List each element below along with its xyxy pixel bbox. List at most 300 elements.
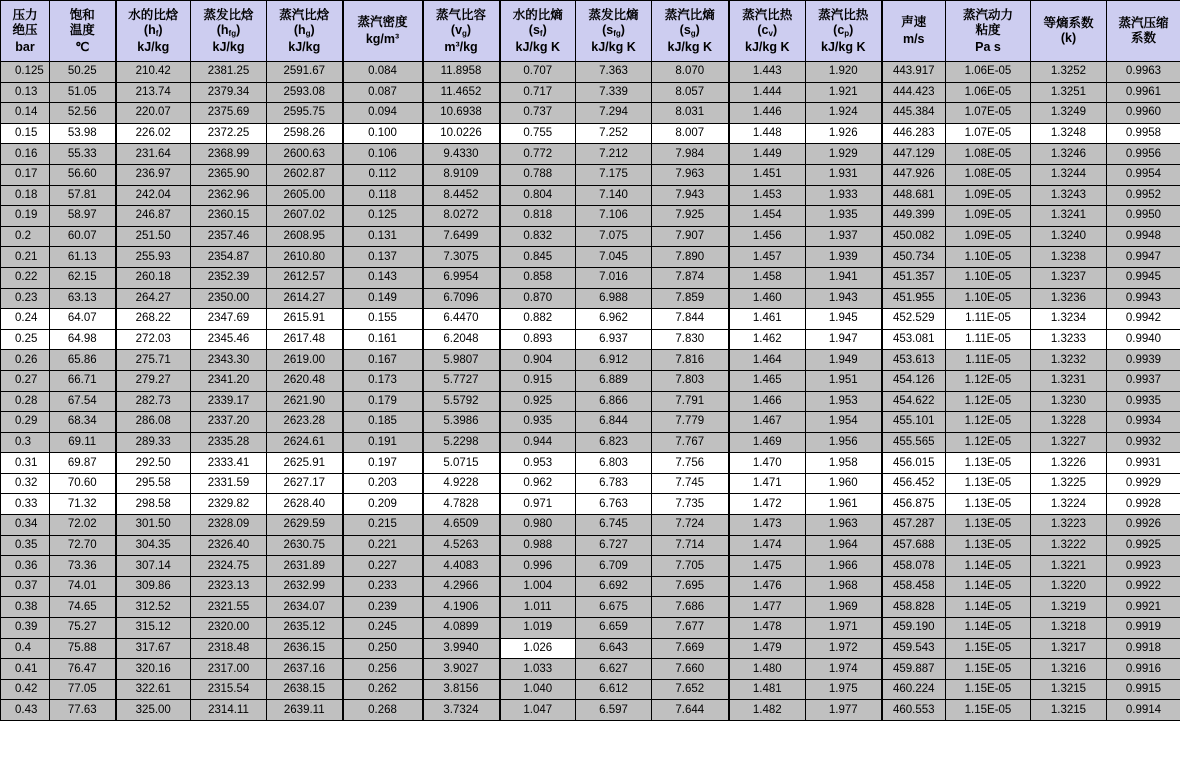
cell-z: 0.9919 [1107, 618, 1180, 639]
cell-sg: 7.779 [652, 412, 729, 433]
cell-vg: 11.8958 [423, 62, 500, 83]
cell-mu: 1.10E-05 [946, 267, 1031, 288]
cell-cv: 1.469 [729, 432, 806, 453]
cell-sg: 7.890 [652, 247, 729, 268]
table-row [1, 370, 1180, 391]
cell-c: 455.565 [882, 432, 946, 453]
cell-c: 450.082 [882, 226, 946, 247]
cell-cv: 1.454 [729, 206, 806, 227]
cell-z: 0.9914 [1107, 700, 1180, 721]
cell-vg: 6.9954 [423, 267, 500, 288]
cell-k: 1.3220 [1031, 576, 1107, 597]
cell-sf: 1.026 [500, 638, 576, 659]
cell-hg: 2615.91 [267, 309, 343, 330]
column-header-z [1107, 1, 1180, 62]
cell-t: 66.71 [50, 370, 116, 391]
cell-sg: 7.907 [652, 226, 729, 247]
cell-sfg: 7.140 [576, 185, 652, 206]
cell-cp: 1.924 [806, 103, 882, 124]
cell-hg: 2591.67 [267, 62, 343, 83]
cell-hg: 2605.00 [267, 185, 343, 206]
cell-p: 0.14 [1, 103, 50, 124]
cell-sg: 7.660 [652, 659, 729, 680]
column-title: 蒸汽比焓 [279, 7, 330, 22]
cell-z: 0.9922 [1107, 576, 1180, 597]
cell-rho: 0.161 [343, 329, 423, 350]
cell-t: 75.88 [50, 638, 116, 659]
cell-mu: 1.09E-05 [946, 185, 1031, 206]
cell-hfg: 2347.69 [191, 309, 267, 330]
cell-hf: 231.64 [116, 144, 191, 165]
cell-sfg: 7.016 [576, 267, 652, 288]
cell-mu: 1.15E-05 [946, 679, 1031, 700]
cell-sg: 7.735 [652, 494, 729, 515]
cell-rho: 0.256 [343, 659, 423, 680]
cell-rho: 0.185 [343, 412, 423, 433]
cell-k: 1.3221 [1031, 556, 1107, 577]
table-row [1, 618, 1180, 639]
cell-sfg: 6.643 [576, 638, 652, 659]
cell-hf: 317.67 [116, 638, 191, 659]
column-header-sfg [576, 1, 652, 62]
cell-rho: 0.112 [343, 164, 423, 185]
column-unit: ℃ [75, 39, 90, 54]
cell-sfg: 6.937 [576, 329, 652, 350]
column-title: 水的比焓 [128, 7, 179, 22]
cell-sf: 1.019 [500, 618, 576, 639]
cell-vg: 4.7828 [423, 494, 500, 515]
cell-mu: 1.13E-05 [946, 473, 1031, 494]
cell-t: 76.47 [50, 659, 116, 680]
cell-mu: 1.07E-05 [946, 103, 1031, 124]
cell-sfg: 6.866 [576, 391, 652, 412]
table-row [1, 144, 1180, 165]
cell-sfg: 6.962 [576, 309, 652, 330]
cell-p: 0.125 [1, 62, 50, 83]
cell-z: 0.9952 [1107, 185, 1180, 206]
cell-t: 64.07 [50, 309, 116, 330]
table-row [1, 432, 1180, 453]
cell-hfg: 2328.09 [191, 515, 267, 536]
cell-sg: 8.070 [652, 62, 729, 83]
table-row [1, 556, 1180, 577]
cell-hf: 268.22 [116, 309, 191, 330]
cell-k: 1.3243 [1031, 185, 1107, 206]
cell-k: 1.3244 [1031, 164, 1107, 185]
cell-rho: 0.191 [343, 432, 423, 453]
cell-sfg: 6.844 [576, 412, 652, 433]
cell-p: 0.39 [1, 618, 50, 639]
cell-rho: 0.221 [343, 535, 423, 556]
cell-cv: 1.446 [729, 103, 806, 124]
column-header-cv [729, 1, 806, 62]
column-unit: Pa s [975, 39, 1001, 54]
cell-hfg: 2333.41 [191, 453, 267, 474]
cell-rho: 0.197 [343, 453, 423, 474]
cell-sg: 7.677 [652, 618, 729, 639]
cell-hf: 255.93 [116, 247, 191, 268]
cell-p: 0.27 [1, 370, 50, 391]
table-row [1, 123, 1180, 144]
cell-c: 460.553 [882, 700, 946, 721]
cell-sg: 7.714 [652, 535, 729, 556]
cell-p: 0.32 [1, 473, 50, 494]
cell-sfg: 6.988 [576, 288, 652, 309]
cell-hfg: 2321.55 [191, 597, 267, 618]
column-unit: kJ/kg [288, 39, 321, 54]
cell-sfg: 7.363 [576, 62, 652, 83]
cell-t: 69.11 [50, 432, 116, 453]
cell-p: 0.15 [1, 123, 50, 144]
cell-hfg: 2360.15 [191, 206, 267, 227]
cell-c: 451.955 [882, 288, 946, 309]
cell-rho: 0.250 [343, 638, 423, 659]
cell-mu: 1.07E-05 [946, 123, 1031, 144]
cell-sfg: 6.823 [576, 432, 652, 453]
cell-sfg: 6.627 [576, 659, 652, 680]
cell-z: 0.9958 [1107, 123, 1180, 144]
cell-hg: 2624.61 [267, 432, 343, 453]
table-row [1, 679, 1180, 700]
cell-rho: 0.125 [343, 206, 423, 227]
column-header-sg [652, 1, 729, 62]
cell-p: 0.24 [1, 309, 50, 330]
cell-hg: 2619.00 [267, 350, 343, 371]
table-row [1, 329, 1180, 350]
column-unit: kJ/kg [212, 39, 245, 54]
cell-sf: 1.033 [500, 659, 576, 680]
cell-mu: 1.15E-05 [946, 700, 1031, 721]
cell-hg: 2636.15 [267, 638, 343, 659]
cell-cv: 1.481 [729, 679, 806, 700]
cell-cp: 1.966 [806, 556, 882, 577]
cell-hfg: 2381.25 [191, 62, 267, 83]
cell-cp: 1.939 [806, 247, 882, 268]
cell-t: 74.65 [50, 597, 116, 618]
cell-vg: 3.9940 [423, 638, 500, 659]
cell-cv: 1.466 [729, 391, 806, 412]
cell-cp: 1.945 [806, 309, 882, 330]
cell-hg: 2608.95 [267, 226, 343, 247]
cell-rho: 0.203 [343, 473, 423, 494]
cell-hg: 2637.16 [267, 659, 343, 680]
cell-vg: 3.7324 [423, 700, 500, 721]
cell-hfg: 2354.87 [191, 247, 267, 268]
cell-hf: 275.71 [116, 350, 191, 371]
cell-t: 71.32 [50, 494, 116, 515]
column-title: 蒸汽密度 [357, 15, 408, 29]
cell-rho: 0.215 [343, 515, 423, 536]
cell-k: 1.3230 [1031, 391, 1107, 412]
cell-hfg: 2329.82 [191, 494, 267, 515]
table-row [1, 700, 1180, 721]
table-row [1, 103, 1180, 124]
cell-mu: 1.14E-05 [946, 618, 1031, 639]
cell-c: 458.458 [882, 576, 946, 597]
cell-hfg: 2317.00 [191, 659, 267, 680]
column-header-hfg [191, 1, 267, 62]
cell-hg: 2638.15 [267, 679, 343, 700]
cell-c: 456.875 [882, 494, 946, 515]
symbol-letter: h [148, 22, 156, 37]
cell-hfg: 2352.39 [191, 267, 267, 288]
cell-c: 452.529 [882, 309, 946, 330]
cell-cp: 1.920 [806, 62, 882, 83]
symbol-letter: s [683, 22, 691, 37]
cell-hfg: 2375.69 [191, 103, 267, 124]
cell-hg: 2612.57 [267, 267, 343, 288]
cell-cp: 1.931 [806, 164, 882, 185]
cell-k: 1.3234 [1031, 309, 1107, 330]
cell-p: 0.28 [1, 391, 50, 412]
cell-cp: 1.937 [806, 226, 882, 247]
symbol-subscript: f [539, 28, 543, 38]
cell-c: 458.828 [882, 597, 946, 618]
column-unit: kJ/kg K [667, 39, 712, 54]
symbol-subscript: fg [228, 28, 237, 38]
cell-z: 0.9937 [1107, 370, 1180, 391]
cell-sf: 0.988 [500, 535, 576, 556]
column-unit: m³/kg [444, 39, 478, 54]
cell-hfg: 2350.00 [191, 288, 267, 309]
cell-rho: 0.239 [343, 597, 423, 618]
cell-rho: 0.209 [343, 494, 423, 515]
cell-sf: 0.915 [500, 370, 576, 391]
cell-hg: 2629.59 [267, 515, 343, 536]
symbol-subscript: p [844, 28, 850, 38]
cell-vg: 8.0272 [423, 206, 500, 227]
table-row [1, 659, 1180, 680]
cell-hf: 307.14 [116, 556, 191, 577]
cell-sf: 1.011 [500, 597, 576, 618]
cell-sg: 7.767 [652, 432, 729, 453]
table-row [1, 350, 1180, 371]
cell-c: 447.129 [882, 144, 946, 165]
cell-rho: 0.245 [343, 618, 423, 639]
cell-t: 67.54 [50, 391, 116, 412]
cell-z: 0.9956 [1107, 144, 1180, 165]
cell-rho: 0.094 [343, 103, 423, 124]
cell-p: 0.35 [1, 535, 50, 556]
cell-z: 0.9929 [1107, 473, 1180, 494]
cell-rho: 0.233 [343, 576, 423, 597]
column-header-t [50, 1, 116, 62]
cell-sf: 0.845 [500, 247, 576, 268]
cell-cp: 1.949 [806, 350, 882, 371]
cell-k: 1.3216 [1031, 659, 1107, 680]
column-unit: kJ/kg K [515, 39, 560, 54]
cell-hg: 2595.75 [267, 103, 343, 124]
cell-cp: 1.933 [806, 185, 882, 206]
cell-k: 1.3248 [1031, 123, 1107, 144]
table-row [1, 391, 1180, 412]
cell-p: 0.41 [1, 659, 50, 680]
cell-rho: 0.179 [343, 391, 423, 412]
cell-sg: 7.984 [652, 144, 729, 165]
column-title: 蒸汽比熵 [664, 7, 715, 22]
cell-p: 0.16 [1, 144, 50, 165]
column-title: 饱和 [69, 7, 95, 22]
cell-t: 75.27 [50, 618, 116, 639]
cell-k: 1.3246 [1031, 144, 1107, 165]
cell-mu: 1.08E-05 [946, 144, 1031, 165]
cell-cv: 1.480 [729, 659, 806, 680]
cell-hf: 226.02 [116, 123, 191, 144]
column-unit: m/s [902, 32, 925, 46]
cell-hfg: 2341.20 [191, 370, 267, 391]
column-title: 蒸气比容 [435, 7, 486, 22]
cell-hfg: 2372.25 [191, 123, 267, 144]
cell-sfg: 7.106 [576, 206, 652, 227]
cell-hf: 251.50 [116, 226, 191, 247]
column-symbol: $(c_v)$ [757, 22, 778, 38]
cell-hfg: 2323.13 [191, 576, 267, 597]
cell-t: 64.98 [50, 329, 116, 350]
cell-hf: 220.07 [116, 103, 191, 124]
cell-p: 0.29 [1, 412, 50, 433]
cell-c: 459.190 [882, 618, 946, 639]
cell-z: 0.9921 [1107, 597, 1180, 618]
cell-sfg: 7.175 [576, 164, 652, 185]
cell-sg: 7.803 [652, 370, 729, 391]
cell-z: 0.9926 [1107, 515, 1180, 536]
cell-c: 454.126 [882, 370, 946, 391]
symbol-letter: s [532, 22, 540, 37]
cell-cv: 1.456 [729, 226, 806, 247]
cell-cv: 1.449 [729, 144, 806, 165]
cell-hg: 2600.63 [267, 144, 343, 165]
column-unit: kg/m³ [365, 32, 400, 46]
cell-mu: 1.14E-05 [946, 597, 1031, 618]
cell-p: 0.38 [1, 597, 50, 618]
cell-sfg: 6.612 [576, 679, 652, 700]
cell-z: 0.9934 [1107, 412, 1180, 433]
cell-t: 70.60 [50, 473, 116, 494]
symbol-subscript: g [305, 28, 311, 38]
cell-rho: 0.087 [343, 82, 423, 103]
cell-p: 0.3 [1, 432, 50, 453]
cell-cp: 1.954 [806, 412, 882, 433]
table-row [1, 412, 1180, 433]
cell-mu: 1.13E-05 [946, 515, 1031, 536]
cell-c: 450.734 [882, 247, 946, 268]
column-title: 蒸汽压缩 [1118, 16, 1169, 30]
cell-hf: 260.18 [116, 267, 191, 288]
column-symbol: $(s_{fg})$ [602, 22, 625, 38]
cell-sg: 7.669 [652, 638, 729, 659]
cell-hfg: 2335.28 [191, 432, 267, 453]
cell-c: 447.926 [882, 164, 946, 185]
cell-k: 1.3237 [1031, 267, 1107, 288]
cell-k: 1.3249 [1031, 103, 1107, 124]
cell-cv: 1.477 [729, 597, 806, 618]
column-title: 声速 [901, 15, 927, 29]
cell-vg: 7.3075 [423, 247, 500, 268]
cell-hf: 272.03 [116, 329, 191, 350]
cell-c: 460.224 [882, 679, 946, 700]
cell-vg: 6.4470 [423, 309, 500, 330]
cell-hg: 2631.89 [267, 556, 343, 577]
cell-sf: 0.962 [500, 473, 576, 494]
cell-hf: 236.97 [116, 164, 191, 185]
cell-vg: 4.2966 [423, 576, 500, 597]
cell-cp: 1.964 [806, 535, 882, 556]
cell-cp: 1.960 [806, 473, 882, 494]
cell-sg: 7.874 [652, 267, 729, 288]
cell-p: 0.4 [1, 638, 50, 659]
table-row [1, 453, 1180, 474]
cell-sg: 7.830 [652, 329, 729, 350]
cell-k: 1.3227 [1031, 432, 1107, 453]
cell-sg: 8.057 [652, 82, 729, 103]
cell-t: 69.87 [50, 453, 116, 474]
cell-cv: 1.478 [729, 618, 806, 639]
cell-hf: 322.61 [116, 679, 191, 700]
cell-sg: 7.695 [652, 576, 729, 597]
cell-hf: 309.86 [116, 576, 191, 597]
cell-hg: 2630.75 [267, 535, 343, 556]
column-title-line2: 绝压 [12, 22, 38, 37]
cell-k: 1.3251 [1031, 82, 1107, 103]
cell-vg: 6.7096 [423, 288, 500, 309]
cell-sg: 8.031 [652, 103, 729, 124]
cell-vg: 6.2048 [423, 329, 500, 350]
cell-z: 0.9960 [1107, 103, 1180, 124]
cell-z: 0.9935 [1107, 391, 1180, 412]
column-title: 水的比熵 [512, 7, 563, 22]
cell-hg: 2617.48 [267, 329, 343, 350]
cell-z: 0.9950 [1107, 206, 1180, 227]
cell-c: 455.101 [882, 412, 946, 433]
cell-vg: 8.4452 [423, 185, 500, 206]
cell-cv: 1.474 [729, 535, 806, 556]
cell-hg: 2632.99 [267, 576, 343, 597]
cell-rho: 0.131 [343, 226, 423, 247]
cell-hfg: 2320.00 [191, 618, 267, 639]
cell-sf: 0.996 [500, 556, 576, 577]
cell-cv: 1.443 [729, 62, 806, 83]
cell-cv: 1.471 [729, 473, 806, 494]
cell-hfg: 2318.48 [191, 638, 267, 659]
table-row [1, 247, 1180, 268]
cell-cp: 1.958 [806, 453, 882, 474]
cell-p: 0.25 [1, 329, 50, 350]
cell-c: 457.287 [882, 515, 946, 536]
column-title-line2: 温度 [69, 22, 95, 37]
cell-mu: 1.11E-05 [946, 329, 1031, 350]
cell-sg: 7.963 [652, 164, 729, 185]
cell-t: 51.05 [50, 82, 116, 103]
cell-k: 1.3224 [1031, 494, 1107, 515]
cell-c: 444.423 [882, 82, 946, 103]
cell-k: 1.3223 [1031, 515, 1107, 536]
cell-cv: 1.444 [729, 82, 806, 103]
cell-k: 1.3218 [1031, 618, 1107, 639]
cell-t: 77.63 [50, 700, 116, 721]
symbol-subscript: v [768, 28, 773, 38]
cell-cv: 1.473 [729, 515, 806, 536]
cell-vg: 5.9807 [423, 350, 500, 371]
cell-cv: 1.458 [729, 267, 806, 288]
column-symbol: $(s_f)$ [528, 22, 547, 38]
column-title: 蒸发比熵 [588, 7, 639, 22]
cell-k: 1.3252 [1031, 62, 1107, 83]
column-header-c [882, 1, 946, 62]
column-symbol: $(h_{fg})$ [216, 22, 241, 38]
cell-p: 0.19 [1, 206, 50, 227]
cell-hf: 295.58 [116, 473, 191, 494]
cell-rho: 0.143 [343, 267, 423, 288]
